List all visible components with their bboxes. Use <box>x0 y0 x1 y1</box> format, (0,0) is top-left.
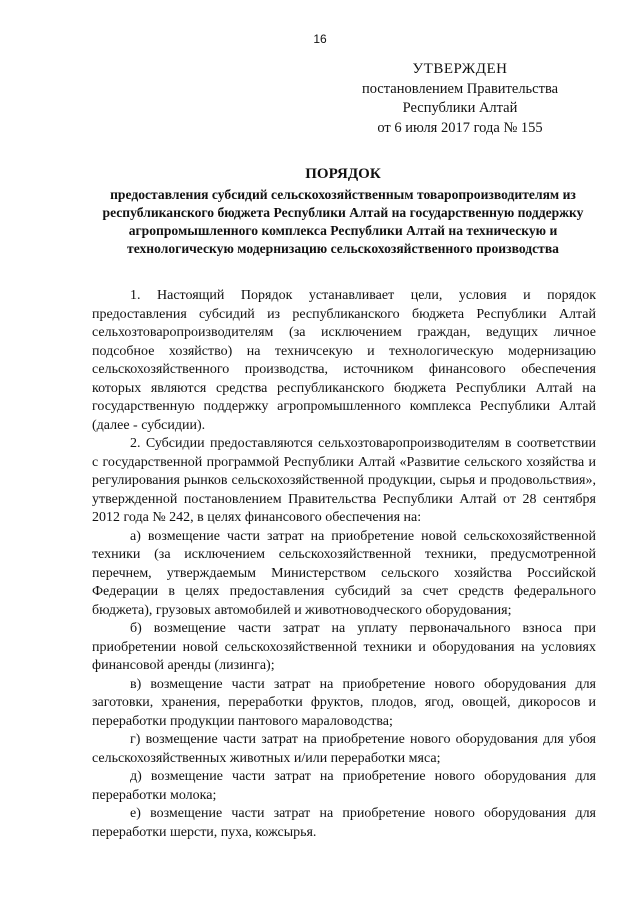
approval-heading: УТВЕРЖДЕН <box>412 61 508 77</box>
paragraph-item-v: в) возмещение части затрат на приобретение нового оборудования для заготовки, хранения, переработки фруктов, плодов, ягод, овощей, дикоросов и переработки продукции пантового мараловодства; <box>92 676 596 729</box>
document-subtitle: предоставления субсидий сельскохозяйственным товаропроизводителям из республиканского бюджета Республики Алтай на государственную поддержку агропромышленного комплекса Республики Алтай на техническую и технологическую модернизацию сельскохозяйственного производства <box>102 187 584 256</box>
approval-block <box>350 60 570 138</box>
paragraph-item-g: г) возмещение части затрат на приобретение нового оборудования для убоя сельскохозяйственных животных и/или переработки мяса; <box>92 732 596 766</box>
approval-line-3: от 6 июля 2017 года № 155 <box>377 119 543 136</box>
document-body <box>92 287 596 842</box>
approval-line-1: постановлением Правительства <box>361 80 559 97</box>
paragraph-item-d: д) возмещение части затрат на приобретение нового оборудования для переработки молока; <box>92 769 596 803</box>
page-number: 16 <box>313 32 327 46</box>
approval-line-2: Республики Алтай <box>402 100 518 116</box>
paragraph-item-e: е) возмещение части затрат на приобретение нового оборудования для переработки шерсти, пуха, кожсырья. <box>92 806 596 840</box>
paragraph-2: 2. Субсидии предоставляются сельхозтоваропроизводителям в соответствии с государственной программой Республики Алтай «Развитие сельского хозяйства и регулирования рынков сельскохозяйственной продукции, сырья и продовольствия», утвержденной постановлением Правительства Республики Алтай от 28 сентября 2012 года № 242, в целях финансового обеспечения на: <box>92 436 596 525</box>
paragraph-item-b: б) возмещение части затрат на уплату первоначального взноса при приобретении новой сельскохозяйственной техники и оборудования на условиях финансовой аренды (лизинга); <box>92 621 596 673</box>
document-title-block <box>90 165 596 258</box>
document-title: ПОРЯДОК <box>305 166 381 182</box>
paragraph-1: 1. Настоящий Порядок устанавливает цели, условия и порядок предоставления субсидий из республиканского бюджета Республики Алтай сельхозтоваропроизводителям (за исключением граждан, ведущих личное подсобное хозяйство) на техничсекую и технологическую модернизацию сельскохозяйственного производства, источником финансового обеспечения которых являются средства республиканского бюджета Республики Алтай на государственную поддержку агропромышленного комплекса Республики Алтай (далее - субсидии). <box>92 288 596 433</box>
paragraph-item-a: а) возмещение части затрат на приобретение новой сельскохозяйственной техники (за исключением сельскохозяйственной техники, предусмотренной перечнем, утверждаемым Министерством сельского хозяйства Российской Федерации в целях предоставления субсидий за счет средств федерального бюджета), грузовых автомобилей и животноводческого оборудования; <box>92 528 596 618</box>
